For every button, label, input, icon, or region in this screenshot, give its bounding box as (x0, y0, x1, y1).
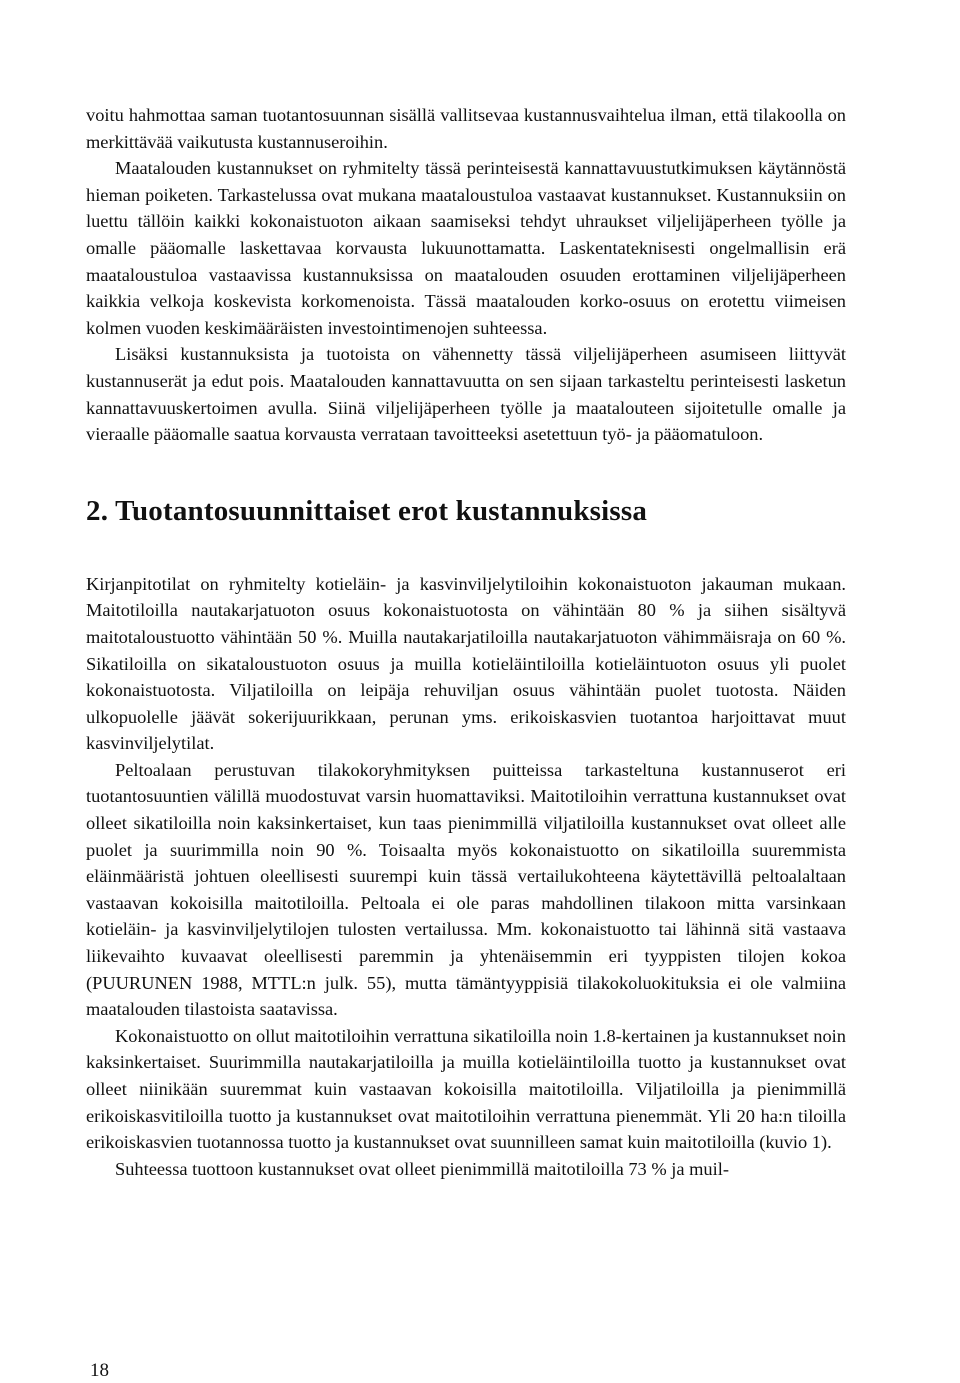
paragraph-farm-classification: Kirjanpitotilat on ryhmitelty kotieläin- ja kasvinviljelytiloihin kokonaistuoton jakauman mukaan. Maitotiloilla nautakarjatuoton osuus kokonaistuotosta on vähintään 80 % ja siihen sisältyvä maitotaloustuotto vähintään 50 %. Muilla nautakarjatiloilla nautakarjatuoton vähimmäisraja on 60 %. Sikatiloilla on sikataloustuoton osuus ja muilla kotieläintiloilla kotieläintuoton osuus yli puolet kokonaistuotosta. Viljatiloilla on leipäja rehuviljan osuus vähintään puolet tuotosta. Näiden ulkopuolelle jäävät sokerijuurikkaan, perunan yms. erikoiskasvien tuotantoa harjoittavat muut kasvinviljelytilat. (86, 573, 846, 754)
paragraph-total-output: Kokonaistuotto on ollut maitotiloihin verrattuna sikatiloilla noin 1.8-kertainen ja kustannukset noin kaksinkertaiset. Suurimmilla nautakarjatiloilla ja muilla kotieläintiloilla tuotto ja kustannukset ovat olleet niinikään suuremmat kuin vastaavan kokoisilla maitotiloilla. Viljatiloilla ja pienimmillä erikoiskasvitiloilla tuotto ja kustannukset ovat maitotiloihin verrattuna pienemmät. Yli 20 ha:n tiloilla erikoiskasvien tuotannossa tuotto ja kustannukset ovat suunnilleen samat kuin maitotiloilla (kuvio 1). (86, 1025, 846, 1153)
section-heading: 2. Tuotantosuunnittaiset erot kustannuksissa (86, 494, 648, 527)
page-number: 18 (90, 1360, 109, 1381)
paragraph-cost-grouping: Maatalouden kustannukset on ryhmitelty tässä perinteisestä kannattavuustutkimuksen käytännöstä hieman poiketen. Tarkastelussa ovat mukana maataloustuloa vastaavat kustannukset. Kustannuksiin on luettu tällöin kaikki kokonaistuoton aikaan saamiseksi tehdyt uhraukset viljelijäperheen työlle ja omalle pääomalle laskettavaa korvausta lukuunottamatta. Laskentateknisesti ongelmallisin erä maataloustuloa vastaavissa kustannuksissa on maatalouden osuuden erottaminen viljelijäperheen kaikkia velkoja koskevista korkomenoista. Tässä maatalouden korko-osuus on erotettu viimeisen kolmen vuoden keskimääräisten investointimenojen suhteessa. (86, 158, 846, 338)
document-body (86, 102, 846, 1182)
paragraph-profitability: Lisäksi kustannuksista ja tuotoista on vähennetty tässä viljelijäperheen asumiseen liittyvät kustannuserät ja edut pois. Maatalouden kannattavuutta on sen sijaan tarkasteltu perinteisesti lasketun kannattavuuskertoimen avulla. Siinä viljelijäperheen työlle ja maatalouteen sijoitetulle omalle ja vieraalle pääomalle saatua korvausta verrataan tavoitteeksi asetettuun työ- ja pääomatuloon. (86, 344, 846, 445)
paragraph-cost-differences: Peltoalaan perustuvan tilakokoryhmityksen puitteissa tarkasteltuna kustannuserot eri tuotantosuuntien välillä muodostuvat varsin huomattaviksi. Maitotiloihin verrattuna kustannukset ovat olleet sikatiloilla noin kaksinkertaiset, kun taas pienimmillä viljatiloilla kustannukset ovat olleet alle puolet ja suurimmilla noin 90 %. Toisaalta myös kokonaistuotto on sikatiloilla suuremmista eläinmääristä johtuen oleellisesti suurempi kuin tässä vertailukohteena käytettävillä peltoalaltaan vastaavan kokoisilla maitotiloilla. Peltoala ei ole paras mahdollinen tilakoon mitta varsinkaan kotieläin- ja kasvinviljelytilojen tulosten vertailussa. Mm. kokonaistuotto tai lähinnä sitä vastaava liikevaihto kuvaavat oleellisesti paremmin ja yhtenäisemmin eri tyyppisten tilojen kokoa (PUURUNEN 1988, MTTL:n julk. 55), mutta tämäntyyppisiä tilakokoluokituksia ei ole valmiina maatalouden tilastoista saatavissa. (86, 759, 846, 1020)
paragraph-cost-ratio: Suhteessa tuottoon kustannukset ovat olleet pienimmillä maitotiloilla 73 % ja muil- (115, 1158, 729, 1179)
paragraph-continued: voitu hahmottaa saman tuotantosuunnan sisällä vallitsevaa kustannusvaihtelua ilman, että tilakoolla on merkittävää vaikutusta kustannuseroihin. (86, 105, 846, 152)
